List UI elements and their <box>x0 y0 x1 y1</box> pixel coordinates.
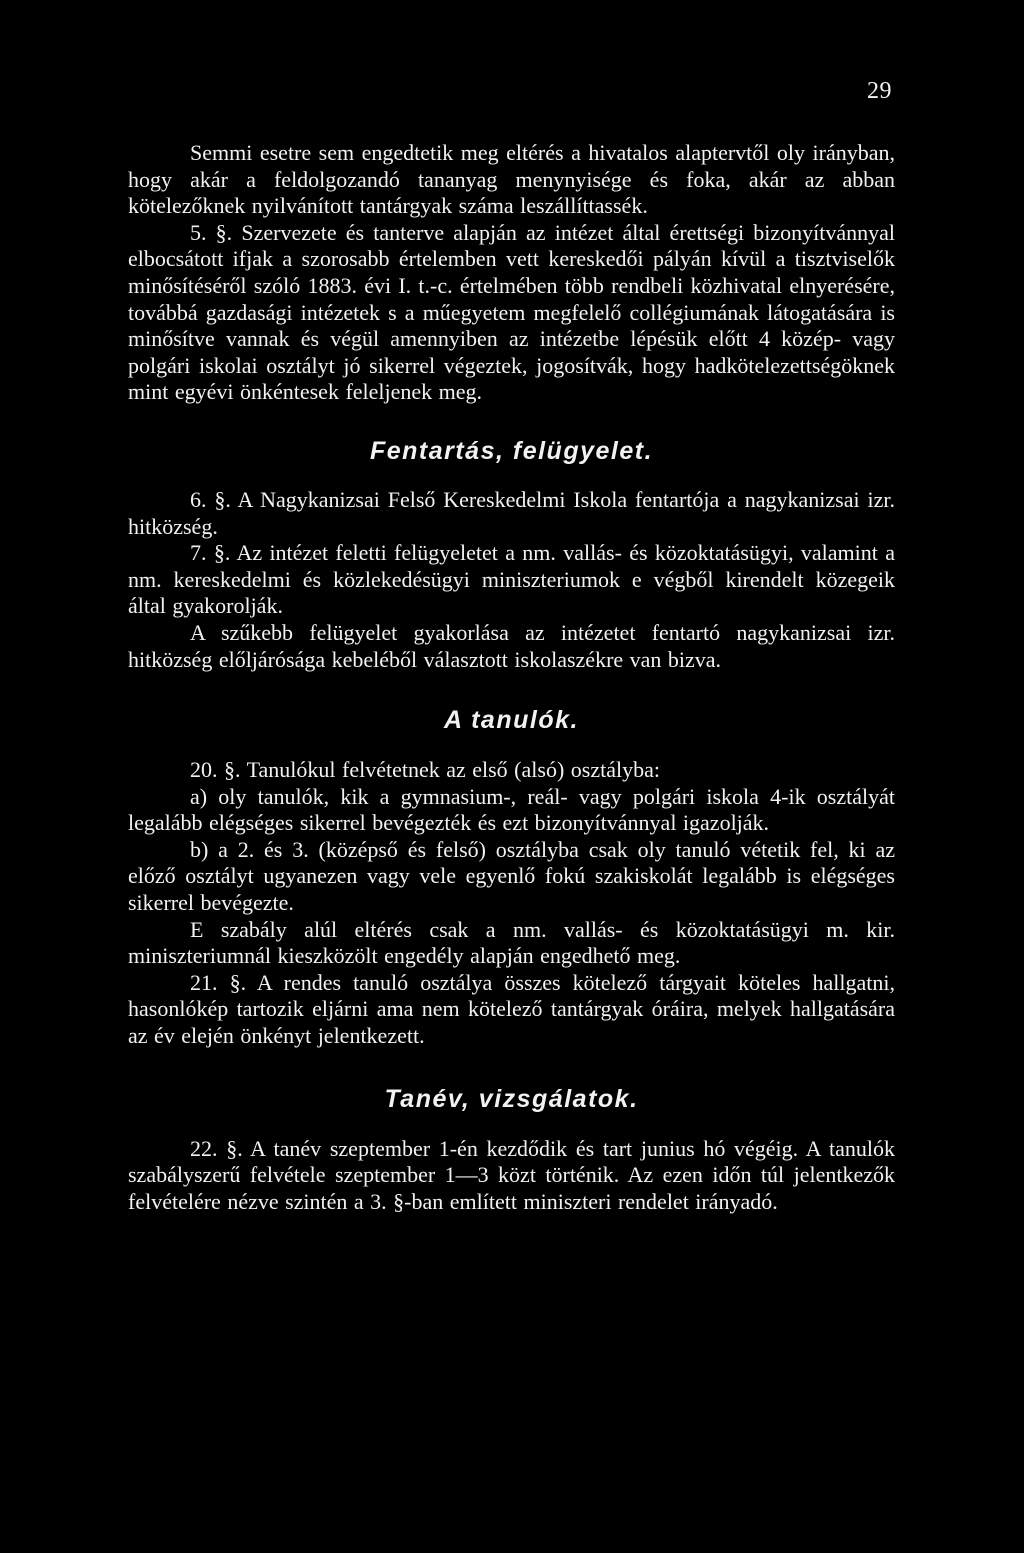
paragraph-section-7: 7. §. Az intézet feletti felügyeletet a nm. vallás- és közoktatásügyi, valamint a nm. kereskedelmi és közlekedésügyi miniszteriumok e végből kirendelt közegeik által gyakorolják. <box>128 540 895 619</box>
paragraph-section-21: 21. §. A rendes tanuló osztálya összes kötelező tárgyait köteles hallgatni, hasonlókép tartozik eljárni ama nem kötelező tantárgyak óráira, melyek hallgatására az év elején önkényt jelentkezett. <box>128 969 895 1049</box>
heading-tanev: Tanév, vizsgálatok. <box>384 1084 639 1113</box>
paragraph-item-a: a) oly tanulók, kik a gymnasium-, reál- vagy polgári iskola 4-ik osztályát legalább elégséges sikerrel bevégezték és ezt bizonyítvánnyal igazolják. <box>128 783 895 836</box>
paragraph-section-22: 22. §. A tanév szeptember 1-én kezdődik és tart junius hó végéig. A tanulók szabályszerű felvétele szeptember 1—3 közt történik. Az ezen időn túl jelentkezők felvételére nézve szintén a 3. §-ban említett miniszteri rendelet irányadó. <box>128 1135 895 1214</box>
heading-tanulok: A tanulók. <box>444 706 579 735</box>
paragraph-szukebb-felugyelet: A szűkebb felügyelet gyakorlása az intézetet fentartó nagykanizsai izr. hitközség előljárósága kebeléből választott iskolaszékre van bizva. <box>128 619 895 672</box>
page-content <box>128 140 895 1215</box>
heading-fentartas: Fentartás, felügyelet. <box>369 436 654 465</box>
paragraph-section-6: 6. §. A Nagykanizsai Felső Kereskedelmi Iskola fentartója a nagykanizsai izr. hitközség. <box>128 486 895 539</box>
paragraph-section-20: 20. §. Tanulókul felvétetnek az első (alsó) osztályba: <box>190 757 660 783</box>
paragraph-intro: Semmi esetre sem engedtetik meg eltérés a hivatalos alaptervtől oly irányban, hogy akár a feldolgozandó tananyag menynyisége és foka, akár az abban kötelezőknek nyilvánított tantárgyak száma leszállíttassék. <box>128 140 895 219</box>
paragraph-section-5: 5. §. Szervezete és tanterve alapján az intézet által érettségi bizonyítvánnyal elbocsátott ifjak a szorosabb értelemben vett kereskedői pályán kívül a tisztviselők minősítéséről szóló 1883. évi I. t.-c. értelmében több rendbeli közhivatal elnyerésére, továbbá gazdasági intézetek s a műegyetem megfelelő collégiumának látogatására is minősítve vannak és végül amennyiben az intézetbe lépésük előtt 4 közép- vagy polgári iskolai osztályt jó sikerrel végeztek, jogosítvák, hogy hadkötelezettségöknek mint egyévi önkéntesek feleljenek meg. <box>128 219 895 405</box>
paragraph-item-b: b) a 2. és 3. (középső és felső) osztályba csak oly tanuló vétetik fel, ki az előző osztályt ugyanezen vagy vele egyenlő fokú szakiskolát legalább is elégséges sikerrel bevégezte. <box>128 836 895 916</box>
paragraph-exception: E szabály alúl eltérés csak a nm. vallás- és közoktatásügyi m. kir. miniszteriumnál kieszközölt engedély alapján engedhető meg. <box>128 916 895 969</box>
page-number: 29 <box>867 78 892 104</box>
